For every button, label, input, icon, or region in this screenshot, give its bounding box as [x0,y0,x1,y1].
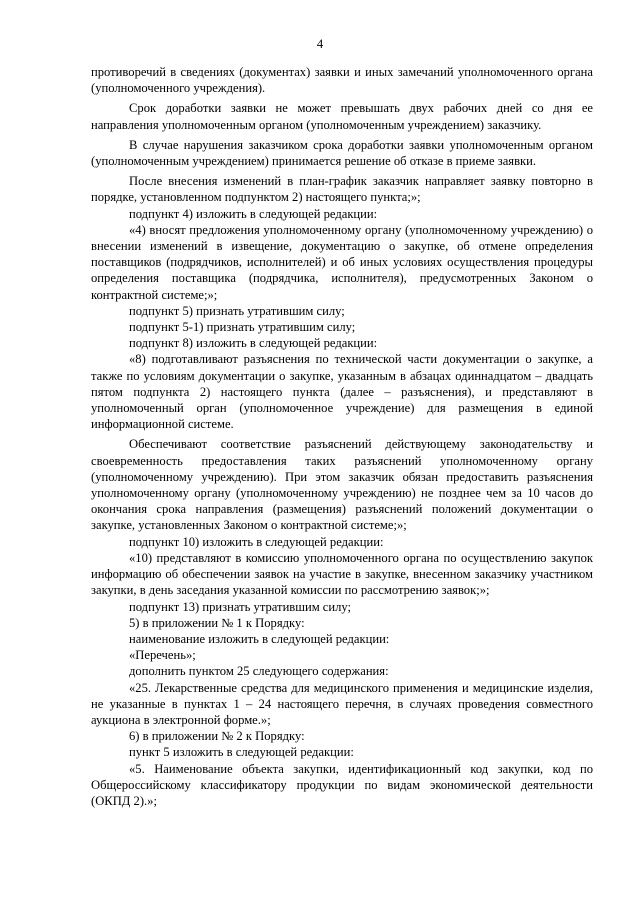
paragraph: «25. Лекарственные средства для медицинского применения и медицинские изделия, не указанные в пунктах 1 – 24 настоящего перечня, в случаях проведения совместного аукциона в электронной форме.»; [91,680,593,727]
paragraph: противоречий в сведениях (документах) заявки и иных замечаний уполномоченного органа (уполномоченного учреждения). [91,65,593,96]
paragraph: 5) в приложении № 1 к Порядку: [129,615,305,630]
paragraph: «8) подготавливают разъяснения по технической части документации о закупке, а также по условиям документации о закупке, указанным в абзацах одиннадцатом – двадцать пятом подпункта 2) настоящего пункта (далее – разъяснения), и представляют в уполномоченный орган (уполномоченное учреждение) для размещения в единой информационной системе. [91,352,593,432]
paragraph: подпункт 5) признать утратившим силу; [129,303,345,318]
paragraph: Срок доработки заявки не может превышать двух рабочих дней со дня ее направления уполномоченным органом (уполномоченным учреждением) заказчику. [91,101,593,132]
paragraph: «5. Наименование объекта закупки, идентификационный код закупки, код по Общероссийскому классификатору продукции по видам экономической деятельности (ОКПД 2).»; [91,761,593,808]
paragraph: После внесения изменений в план-график заказчик направляет заявку повторно в порядке, установленном подпунктом 2) настоящего пункта;»; [91,174,593,205]
paragraph: подпункт 13) признать утратившим силу; [129,599,352,614]
paragraph: 6) в приложении № 2 к Порядку: [129,729,305,744]
document-body [91,64,593,809]
page-number: 4 [316,37,324,51]
paragraph: пункт 5 изложить в следующей редакции: [129,745,354,760]
paragraph: В случае нарушения заказчиком срока доработки заявки уполномоченным органом (уполномоченным учреждением) принимается решение об отказе в приеме заявки. [91,137,593,169]
paragraph: подпункт 4) изложить в следующей редакции: [129,206,378,221]
paragraph: «Перечень»; [129,648,196,663]
paragraph: дополнить пунктом 25 следующего содержания: [129,664,389,679]
paragraph: «4) вносят предложения уполномоченному органу (уполномоченному учреждению) о внесении изменений в извещение, документацию о закупке, об отмене определения поставщиков (подрядчиков, исполнителей) и об иных условиях осуществления процедуры определения поставщика (подрядчика, исполнителя), предусмотренных Законом о контрактной системе;»; [91,222,593,302]
paragraph: подпункт 10) изложить в следующей редакции: [129,534,384,549]
paragraph: «10) представляют в комиссию уполномоченного органа по осуществлению закупок информацию об обеспечении заявок на участие в закупке, внесенном заказчику участником закупки, в день заседания указанной комиссии по рассмотрению заявок;»; [91,550,593,598]
paragraph: Обеспечивают соответствие разъяснений действующему законодательству и своевременность предоставления таких разъяснений уполномоченному органу (уполномоченному учреждению). При этом заказчик обязан предоставить разъяснения уполномоченному органу (уполномоченному учреждению) не позднее чем за 10 часов до окончания срока направления (размещения) разъяснений положений документации о закупке, установленных Законом о контрактной системе;»; [91,437,593,533]
paragraph: подпункт 5-1) признать утратившим силу; [129,320,356,335]
paragraph: наименование изложить в следующей редакции: [129,631,390,646]
paragraph: подпункт 8) изложить в следующей редакции: [129,336,378,351]
